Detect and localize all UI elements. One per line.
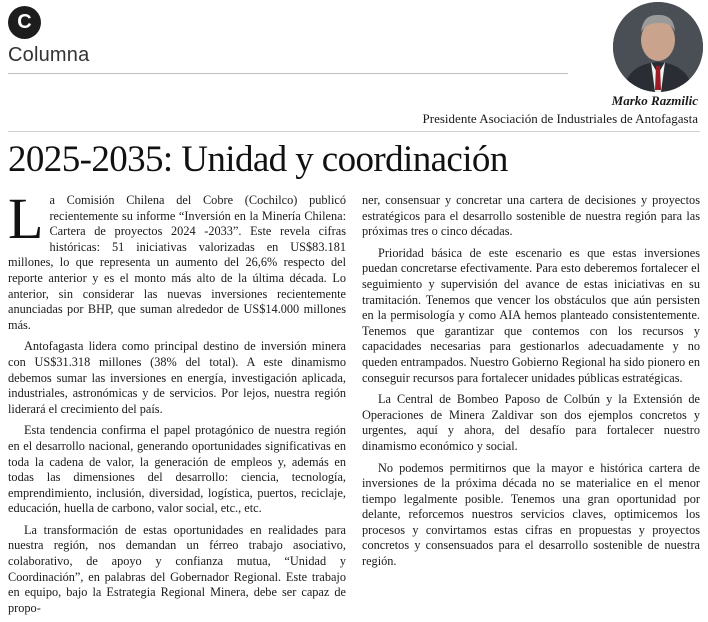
author-name: Marko Razmilic [611, 93, 698, 108]
article-column-right [362, 193, 700, 576]
headline-divider [8, 131, 700, 132]
column-badge: C [8, 6, 41, 39]
author-role: Presidente Asociación de Industriales de Antofagasta [422, 111, 698, 126]
article-paragraph: No podemos permitirnos que la mayor e histórica cartera de inversiones de la próxima década no se materialice en el menor tiempo legalmente posible. Tenemos una gran oportunidad por delante, reforcemos nuestros servicios claves, optimicemos los procesos y convirtamos estas cifras en propuestas y proyectos concretos y consensuados para el desarrollo sostenible de nuestra región. [362, 460, 700, 569]
author-photo [613, 2, 703, 92]
drop-cap: L [8, 186, 44, 251]
paragraph-text: a Comisión Chilena del Cobre (Cochilco) publicó recientemente su informe “Inversión en la Minería Chilena: Cartera de proyectos 2024 -2033”. Este revela cifras históricas: 51 iniciativas valorizadas en US$83.181 millones, lo que representa un aumento del 26,6% respecto del reporte anterior y es el monto más alto de la última década. Lo anterior, sin considerar las nuevas inversiones recientemente anunciadas por BHP, que suman alrededor de US$14.000 millones más. [8, 193, 346, 332]
article-paragraph: Esta tendencia confirma el papel protagónico de nuestra región en el desarrollo nacional, generando oportunidades significativas en toda la cadena de valor, la generación de empleos y, además en todas las dimensiones del desarrollo: ciencia, tecnología, emprendimiento, inclusión, diversidad, logística, puertos, reciclaje, educación, huella de carbono, valor social, etc., etc. [8, 423, 346, 516]
article-paragraph [8, 186, 346, 333]
author-credit [423, 93, 698, 127]
headline: 2025-2035: Unidad y coordinación [8, 139, 508, 180]
article-paragraph: ner, consensuar y concretar una cartera de decisiones y proyectos estratégicos para el desarrollo sostenible de nuestra región para las próximas tres o cinco décadas. [362, 193, 700, 239]
article-paragraph: La transformación de estas oportunidades en realidades para nuestra región, nos demandan un férreo trabajo asociativo, colaborativo, de apoyo y confianza mutua, “Unidad y Coordinación”, en palabras del Gobernador Regional. Este trabajo en equipo, bajo la Estrategia Regional Minera, debe ser capaz de propo- [8, 522, 346, 615]
article-column-left [8, 186, 346, 622]
article-paragraph: La Central de Bombeo Paposo de Colbún y la Extensión de Operaciones de Minera Zaldivar son dos ejemplos concretos y urgentes, aquí y ahora, del desafío para fortalecer nuestro dinamismo económico y social. [362, 392, 700, 453]
article-paragraph: Antofagasta lidera como principal destino de inversión minera con US$31.318 millones (38% del total). A este dinamismo debemos sumar las inversiones en energía, investigación aplicada, industriales, astronómicas y de servicios. Por lejos, nuestra región liderará el crecimiento del país. [8, 339, 346, 416]
article-paragraph: Prioridad básica de este escenario es que estas inversiones puedan concretarse efectivamente. Para esto deberemos fortalecer el seguimiento y supervisión del avance de estas iniciativas en su tramitación. Tenemos que vencer los obstáculos que aún persisten en la permisología y como AIA hemos planteado consistentemente. Tenemos que garantizar que contemos con los recursos y capacidades necesarias para gestionarlos adecuadamente y no queden entrampados. Nuestro Gobierno Regional ha sido pionero en conseguir recursos para fortalecer unidades públicas estratégicas. [362, 245, 700, 385]
section-divider [8, 73, 568, 74]
section-label: Columna [8, 44, 90, 66]
